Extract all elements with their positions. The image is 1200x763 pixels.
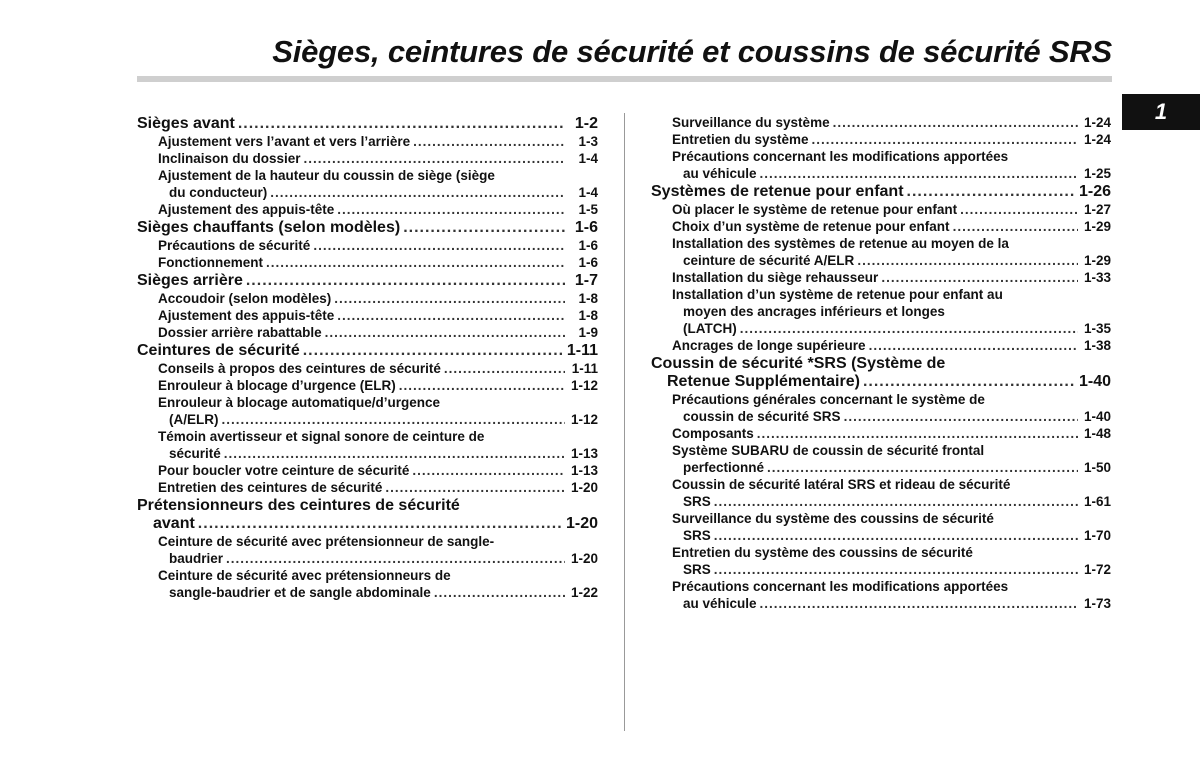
toc-entry-text: Surveillance du système des coussins de sécurité [672, 511, 994, 526]
toc-page-number: 1-70 [1083, 528, 1111, 543]
toc-entry-text: sécurité [169, 446, 221, 461]
toc-entry-text: baudrier [169, 551, 224, 566]
toc-entry-text: ceinture de sécurité A/ELR [683, 253, 855, 268]
toc-page-number: 1-24 [1083, 132, 1111, 147]
toc-entry-text: Coussin de sécurité *SRS (Système de [651, 355, 946, 372]
toc-section-entry[interactable] [137, 341, 598, 360]
toc-entry-text: Précautions concernant les modifications apportées [672, 579, 1009, 594]
toc-entry-text: du conducteur) [169, 185, 268, 200]
dot-leader [226, 550, 565, 567]
toc-entry-text: Entretien du système [672, 132, 809, 147]
toc-subsection-entry[interactable] [137, 307, 598, 324]
toc-right-column [651, 114, 1111, 612]
dot-leader [413, 133, 565, 150]
toc-page-number: 1-6 [578, 255, 598, 270]
dot-leader [833, 114, 1078, 131]
toc-entry-text: Choix d’un système de retenue pour enfant [672, 219, 950, 234]
dot-leader [907, 183, 1076, 201]
toc-page-number: 1-4 [578, 151, 598, 166]
toc-page-number: 1-6 [578, 238, 598, 253]
toc-subsection-entry[interactable] [651, 201, 1111, 218]
dot-leader [270, 184, 565, 201]
dot-leader [304, 150, 565, 167]
toc-subsection-entry[interactable] [137, 567, 598, 601]
toc-subsection-entry[interactable] [651, 131, 1111, 148]
toc-entry-text: Où placer le système de retenue pour enfant [672, 202, 958, 217]
dot-leader [863, 373, 1076, 391]
toc-subsection-entry[interactable] [651, 286, 1111, 337]
toc-entry-text: Surveillance du système [672, 115, 830, 130]
toc-page-number: 1-13 [570, 463, 598, 478]
toc-page-number: 1-73 [1083, 596, 1111, 611]
toc-subsection-entry[interactable] [137, 290, 598, 307]
dot-leader [767, 459, 1078, 476]
toc-entry-text: Ajustement des appuis-tête [158, 202, 335, 217]
toc-subsection-entry[interactable] [651, 337, 1111, 354]
toc-subsection-entry[interactable] [137, 428, 598, 462]
toc-entry-text: Système SUBARU de coussin de sécurité frontal [672, 443, 985, 458]
toc-entry-text: Enrouleur à blocage d’urgence (ELR) [158, 378, 396, 393]
toc-entry-text: (LATCH) [683, 321, 737, 336]
toc-page-number: 1-48 [1083, 426, 1111, 441]
chapter-tab[interactable]: 1 [1122, 94, 1200, 130]
toc-page-number: 1-11 [566, 342, 598, 359]
toc-subsection-entry[interactable] [137, 201, 598, 218]
toc-subsection-entry[interactable] [137, 394, 598, 428]
dot-leader [403, 219, 565, 237]
toc-section-entry[interactable] [137, 271, 598, 290]
toc-entry-text: Sièges arrière [137, 272, 243, 289]
toc-entry-text: Installation des systèmes de retenue au moyen de la [672, 236, 1009, 251]
toc-subsection-entry[interactable] [651, 442, 1111, 476]
toc-subsection-entry[interactable] [651, 425, 1111, 442]
toc-page-number: 1-9 [578, 325, 598, 340]
toc-subsection-entry[interactable] [137, 254, 598, 271]
toc-entry-text: sangle-baudrier et de sangle abdominale [169, 585, 431, 600]
toc-entry-text: Ceintures de sécurité [137, 342, 300, 359]
toc-page-number: 1-7 [574, 272, 598, 289]
dot-leader [198, 515, 563, 533]
toc-section-entry[interactable] [651, 182, 1111, 201]
toc-subsection-entry[interactable] [137, 324, 598, 341]
toc-subsection-entry[interactable] [651, 544, 1111, 578]
toc-entry-text: Entretien du système des coussins de sécurité [672, 545, 973, 560]
toc-subsection-entry[interactable] [137, 150, 598, 167]
dot-leader [399, 377, 565, 394]
dot-leader [714, 493, 1078, 510]
toc-subsection-entry[interactable] [651, 476, 1111, 510]
toc-entry-text: Fonctionnement [158, 255, 263, 270]
dot-leader [714, 561, 1078, 578]
toc-subsection-entry[interactable] [137, 479, 598, 496]
toc-page-number: 1-72 [1083, 562, 1111, 577]
toc-entry-text: Ceinture de sécurité avec prétensionneur de sangle- [158, 534, 495, 549]
dot-leader [714, 527, 1078, 544]
toc-page-number: 1-25 [1083, 166, 1111, 181]
toc-entry-text: Ajustement de la hauteur du coussin de siège (siège [158, 168, 495, 183]
toc-section-entry[interactable] [137, 114, 598, 133]
dot-leader [246, 272, 565, 290]
toc-entry-text: Installation du siège rehausseur [672, 270, 879, 285]
toc-entry-text: perfectionné [683, 460, 765, 475]
dot-leader [740, 320, 1078, 337]
toc-entry-text: Installation d’un système de retenue pour enfant au [672, 287, 1003, 302]
toc-section-entry[interactable] [651, 354, 1111, 391]
toc-page-number: 1-24 [1083, 115, 1111, 130]
toc-entry-text: moyen des ancrages inférieurs et longes [683, 304, 945, 319]
toc-page-number: 1-12 [570, 378, 598, 393]
dot-leader [303, 342, 564, 360]
toc-subsection-entry[interactable] [137, 237, 598, 254]
dot-leader [757, 425, 1078, 442]
dot-leader [313, 237, 565, 254]
toc-subsection-entry[interactable] [651, 510, 1111, 544]
toc-entry-text: Ajustement vers l’avant et vers l’arrière [158, 134, 411, 149]
column-divider [624, 113, 625, 731]
toc-entry-text: Sièges chauffants (selon modèles) [137, 219, 401, 236]
dot-leader [412, 462, 565, 479]
dot-leader [444, 360, 565, 377]
toc-page-number: 1-20 [570, 480, 598, 495]
toc-page-number: 1-22 [570, 585, 598, 600]
dot-leader [812, 131, 1078, 148]
toc-entry-text: Prétensionneurs des ceintures de sécurité [137, 497, 460, 514]
toc-entry-text: Ajustement des appuis-tête [158, 308, 335, 323]
toc-page-number: 1-8 [578, 308, 598, 323]
dot-leader [960, 201, 1078, 218]
toc-entry-text: au véhicule [683, 166, 757, 181]
toc-entry-text: SRS [683, 562, 711, 577]
toc-entry-text: Retenue Supplémentaire) [667, 373, 860, 390]
toc-entry-text: Ancrages de longe supérieure [672, 338, 866, 353]
toc-subsection-entry[interactable] [651, 148, 1111, 182]
dot-leader [869, 337, 1078, 354]
toc-page-number: 1-11 [571, 361, 598, 376]
dot-leader [238, 115, 565, 133]
title-rule [137, 76, 1112, 82]
toc-entry-text: Pour boucler votre ceinture de sécurité [158, 463, 410, 478]
page-title: Sièges, ceintures de sécurité et coussins de sécurité SRS [272, 34, 1112, 69]
dot-leader [325, 324, 565, 341]
toc-entry-text: Témoin avertisseur et signal sonore de ceinture de [158, 429, 485, 444]
toc-subsection-entry[interactable] [137, 167, 598, 201]
toc-page-number: 1-5 [578, 202, 598, 217]
toc-page-number: 1-40 [1078, 373, 1111, 390]
toc-page-number: 1-3 [578, 134, 598, 149]
dot-leader [266, 254, 565, 271]
toc-page-number: 1-61 [1083, 494, 1111, 509]
dot-leader [385, 479, 565, 496]
toc-entry-text: Coussin de sécurité latéral SRS et rideau de sécurité [672, 477, 1011, 492]
toc-entry-text: SRS [683, 494, 711, 509]
dot-leader [337, 307, 565, 324]
dot-leader [334, 290, 565, 307]
toc-entry-text: Accoudoir (selon modèles) [158, 291, 332, 306]
toc-entry-text: Entretien des ceintures de sécurité [158, 480, 383, 495]
toc-entry-text: Ceinture de sécurité avec prétensionneurs de [158, 568, 451, 583]
toc-subsection-entry[interactable] [137, 377, 598, 394]
toc-page-number: 1-50 [1083, 460, 1111, 475]
toc-page-number: 1-8 [578, 291, 598, 306]
toc-entry-text: SRS [683, 528, 711, 543]
toc-subsection-entry[interactable] [137, 533, 598, 567]
toc-page-number: 1-6 [574, 219, 598, 236]
toc-page-number: 1-35 [1083, 321, 1111, 336]
toc-entry-text: Précautions concernant les modifications apportées [672, 149, 1009, 164]
toc-page-number: 1-20 [570, 551, 598, 566]
dot-leader [844, 408, 1078, 425]
toc-entry-text: au véhicule [683, 596, 757, 611]
toc-subsection-entry[interactable] [137, 462, 598, 479]
dot-leader [222, 411, 566, 428]
toc-entry-text: (A/ELR) [169, 412, 219, 427]
dot-leader [760, 595, 1078, 612]
toc-subsection-entry[interactable] [651, 269, 1111, 286]
toc-section-entry[interactable] [137, 496, 598, 533]
toc-entry-text: coussin de sécurité SRS [683, 409, 841, 424]
toc-entry-text: avant [153, 515, 195, 532]
toc-subsection-entry[interactable] [651, 218, 1111, 235]
toc-entry-text: Conseils à propos des ceintures de sécurité [158, 361, 441, 376]
toc-page-number: 1-2 [574, 115, 598, 132]
toc-page-number: 1-38 [1083, 338, 1111, 353]
toc-page-number: 1-27 [1083, 202, 1111, 217]
toc-entry-text: Composants [672, 426, 754, 441]
toc-section-entry[interactable] [137, 218, 598, 237]
toc-entry-text: Sièges avant [137, 115, 235, 132]
toc-left-column [137, 114, 598, 601]
toc-page-number: 1-29 [1083, 253, 1111, 268]
toc-subsection-entry[interactable] [137, 360, 598, 377]
dot-leader [857, 252, 1078, 269]
dot-leader [434, 584, 565, 601]
toc-entry-text: Inclinaison du dossier [158, 151, 301, 166]
toc-page-number: 1-20 [565, 515, 598, 532]
toc-entry-text: Dossier arrière rabattable [158, 325, 322, 340]
toc-entry-text: Précautions de sécurité [158, 238, 311, 253]
dot-leader [337, 201, 565, 218]
toc-subsection-entry[interactable] [651, 578, 1111, 612]
dot-leader [760, 165, 1078, 182]
toc-page-number: 1-29 [1083, 219, 1111, 234]
toc-page-number: 1-40 [1083, 409, 1111, 424]
toc-subsection-entry[interactable] [651, 391, 1111, 425]
toc-page-number: 1-33 [1083, 270, 1111, 285]
toc-entry-text: Enrouleur à blocage automatique/d’urgence [158, 395, 441, 410]
toc-page-number: 1-4 [578, 185, 598, 200]
toc-subsection-entry[interactable] [651, 235, 1111, 269]
dot-leader [953, 218, 1078, 235]
toc-page-number: 1-12 [570, 412, 598, 427]
toc-page-number: 1-13 [570, 446, 598, 461]
toc-page-number: 1-26 [1078, 183, 1111, 200]
toc-subsection-entry[interactable] [651, 114, 1111, 131]
toc-entry-text: Systèmes de retenue pour enfant [651, 183, 904, 200]
dot-leader [224, 445, 565, 462]
toc-entry-text: Précautions générales concernant le système de [672, 392, 985, 407]
dot-leader [881, 269, 1078, 286]
toc-subsection-entry[interactable] [137, 133, 598, 150]
